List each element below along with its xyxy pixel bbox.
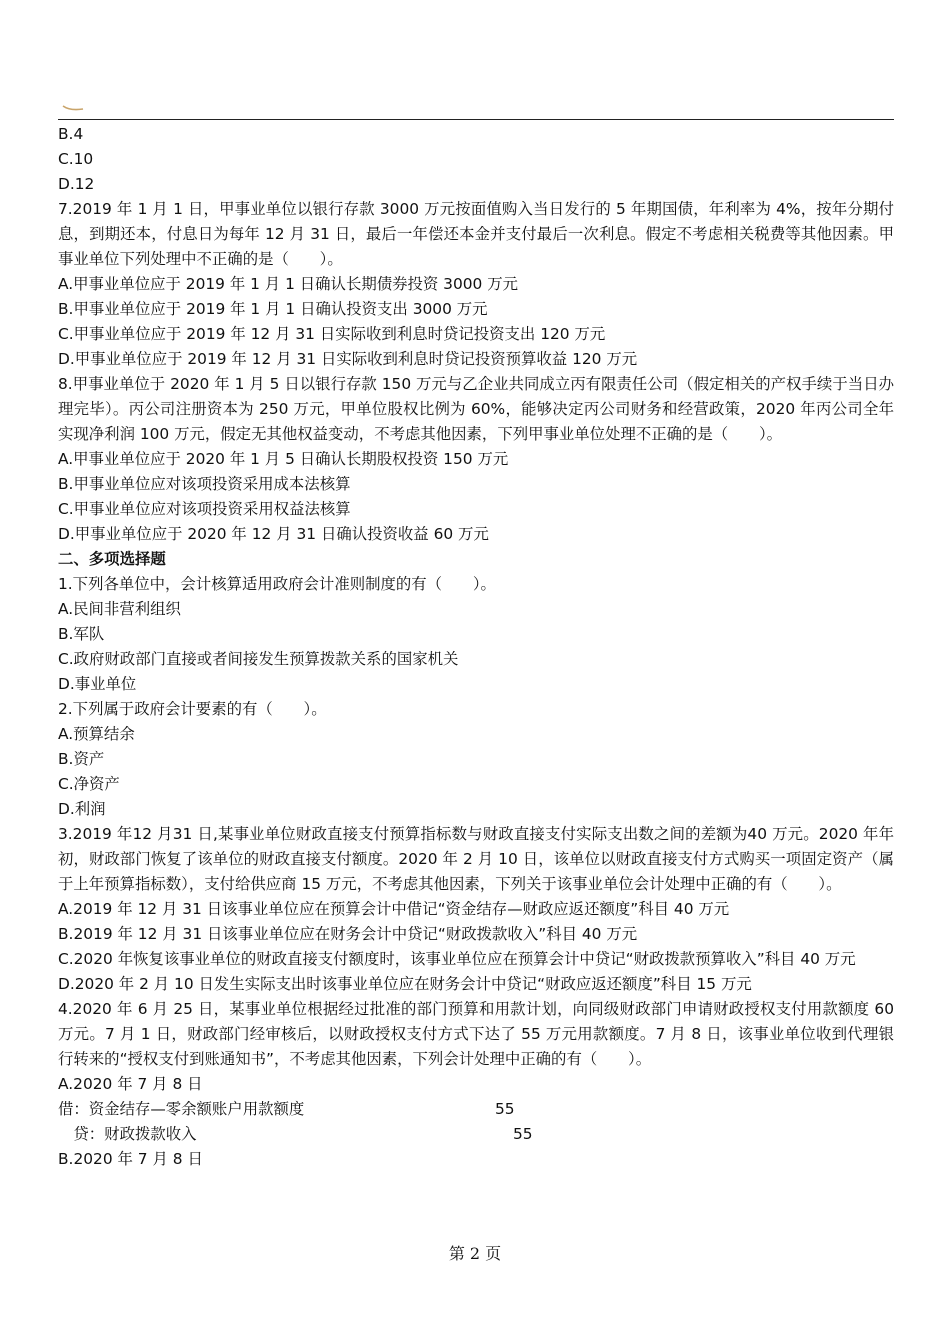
q7-option-c: C.甲事业单位应于 2019 年 12 月 31 日实际收到利息时贷记投资支出 120 万元 (58, 325, 606, 343)
q7-option-d: D.甲事业单位应于 2019 年 12 月 31 日实际收到利息时贷记投资预算收益 120 万元 (58, 350, 638, 368)
multi-question-3-stem: 3.2019 年12 月31 日,某事业单位财政直接支付预算指标数与财政直接支付实际支出数之间的差额为40 万元。2020 年年初，财政部门恢复了该单位的财政直接支付额度。2020 年 2 月 10 日，该单位以财政直接支付方式购买一项固定资产（属于上年预算指标数），支付给供应商 15 万元，不考虑其他因素，下列关于该事业单位会计处理中正确的有（ ）。 (58, 825, 894, 893)
question-8-stem: 8.甲事业单位于 2020 年 1 月 5 日以银行存款 150 万元与乙企业共同成立丙有限责任公司（假定相关的产权手续于当日办理完毕）。丙公司注册资本为 250 万元，甲单位股权比例为 60%，能够决定丙公司财务和经营政策，2020 年丙公司全年实现净利润 100 万元，假定无其他权益变动，不考虑其他因素，下列甲事业单位处理不正确的是（ ）。 (58, 375, 894, 443)
question-7-stem: 7.2019 年 1 月 1 日，甲事业单位以银行存款 3000 万元按面值购入当日发行的 5 年期国债，年利率为 4%，按年分期付息，到期还本，付息日为每年 12 月 31 日，最后一年偿还本金并支付最后一次利息。假定不考虑相关税费等其他因素。甲事业单位下列处理中不正确的是（ ）。 (58, 200, 894, 268)
m3-option-b: B.2019 年 12 月 31 日该事业单位应在财务会计中贷记“财政拨款收入”科目 40 万元 (58, 925, 638, 943)
debit-amount: 55 (495, 1100, 515, 1118)
section-title: 二、多项选择题 (58, 550, 166, 568)
m2-option-b: B.资产 (58, 750, 105, 768)
m1-option-a: A.民间非营利组织 (58, 600, 181, 618)
m4-option-a: A.2020 年 7 月 8 日 (58, 1075, 203, 1093)
m1-option-d: D.事业单位 (58, 675, 137, 693)
page-content (58, 122, 894, 1172)
q7-option-b: B.甲事业单位应于 2019 年 1 月 1 日确认投资支出 3000 万元 (58, 300, 488, 318)
credit-amount: 55 (513, 1125, 533, 1143)
page-number: 第 2 页 (448, 1244, 502, 1263)
q8-option-c: C.甲事业单位应对该项投资采用权益法核算 (58, 500, 351, 518)
m2-option-c: C.净资产 (58, 775, 120, 793)
multi-question-2-stem: 2.下列属于政府会计要素的有（ ）。 (58, 700, 327, 718)
m4-option-b: B.2020 年 7 月 8 日 (58, 1150, 203, 1168)
m1-option-b: B.军队 (58, 625, 105, 643)
swoosh-logo-icon (62, 104, 84, 112)
q8-option-d: D.甲事业单位应于 2020 年 12 月 31 日确认投资收益 60 万元 (58, 525, 489, 543)
credit-account: 贷：财政拨款收入 (58, 1125, 197, 1143)
journal-entry-credit (58, 1122, 894, 1147)
m2-option-d: D.利润 (58, 800, 106, 818)
q7-option-a: A.甲事业单位应于 2019 年 1 月 1 日确认长期债券投资 3000 万元 (58, 275, 519, 293)
q8-option-b: B.甲事业单位应对该项投资采用成本法核算 (58, 475, 351, 493)
q8-option-a: A.甲事业单位应于 2020 年 1 月 5 日确认长期股权投资 150 万元 (58, 450, 509, 468)
journal-entry-debit (58, 1097, 894, 1122)
m3-option-d: D.2020 年 2 月 10 日发生实际支出时该事业单位应在财务会计中贷记“财政应返还额度”科目 15 万元 (58, 975, 752, 993)
header-rule (58, 119, 894, 120)
option-line: D.12 (58, 175, 95, 193)
m1-option-c: C.政府财政部门直接或者间接发生预算拨款关系的国家机关 (58, 650, 459, 668)
multi-question-4-stem: 4.2020 年 6 月 25 日，某事业单位根据经过批准的部门预算和用款计划，向同级财政部门申请财政授权支付用款额度 60 万元。7 月 1 日，财政部门经审核后，以财政授权支付方式下达了 55 万元用款额度。7 月 8 日，该事业单位收到代理银行转来的“授权支付到账通知书”，不考虑其他因素，下列会计处理中正确的有（ ）。 (58, 1000, 895, 1068)
option-line: C.10 (58, 150, 94, 168)
m3-option-a: A.2019 年 12 月 31 日该事业单位应在预算会计中借记“资金结存—财政应返还额度”科目 40 万元 (58, 900, 730, 918)
option-line: B.4 (58, 125, 84, 143)
multi-question-1-stem: 1.下列各单位中，会计核算适用政府会计准则制度的有（ ）。 (58, 575, 496, 593)
m2-option-a: A.预算结余 (58, 725, 135, 743)
debit-account: 借：资金结存—零余额账户用款额度 (58, 1100, 305, 1118)
m3-option-c: C.2020 年恢复该事业单位的财政直接支付额度时，该事业单位应在预算会计中贷记“财政拨款预算收入”科目 40 万元 (58, 950, 856, 968)
